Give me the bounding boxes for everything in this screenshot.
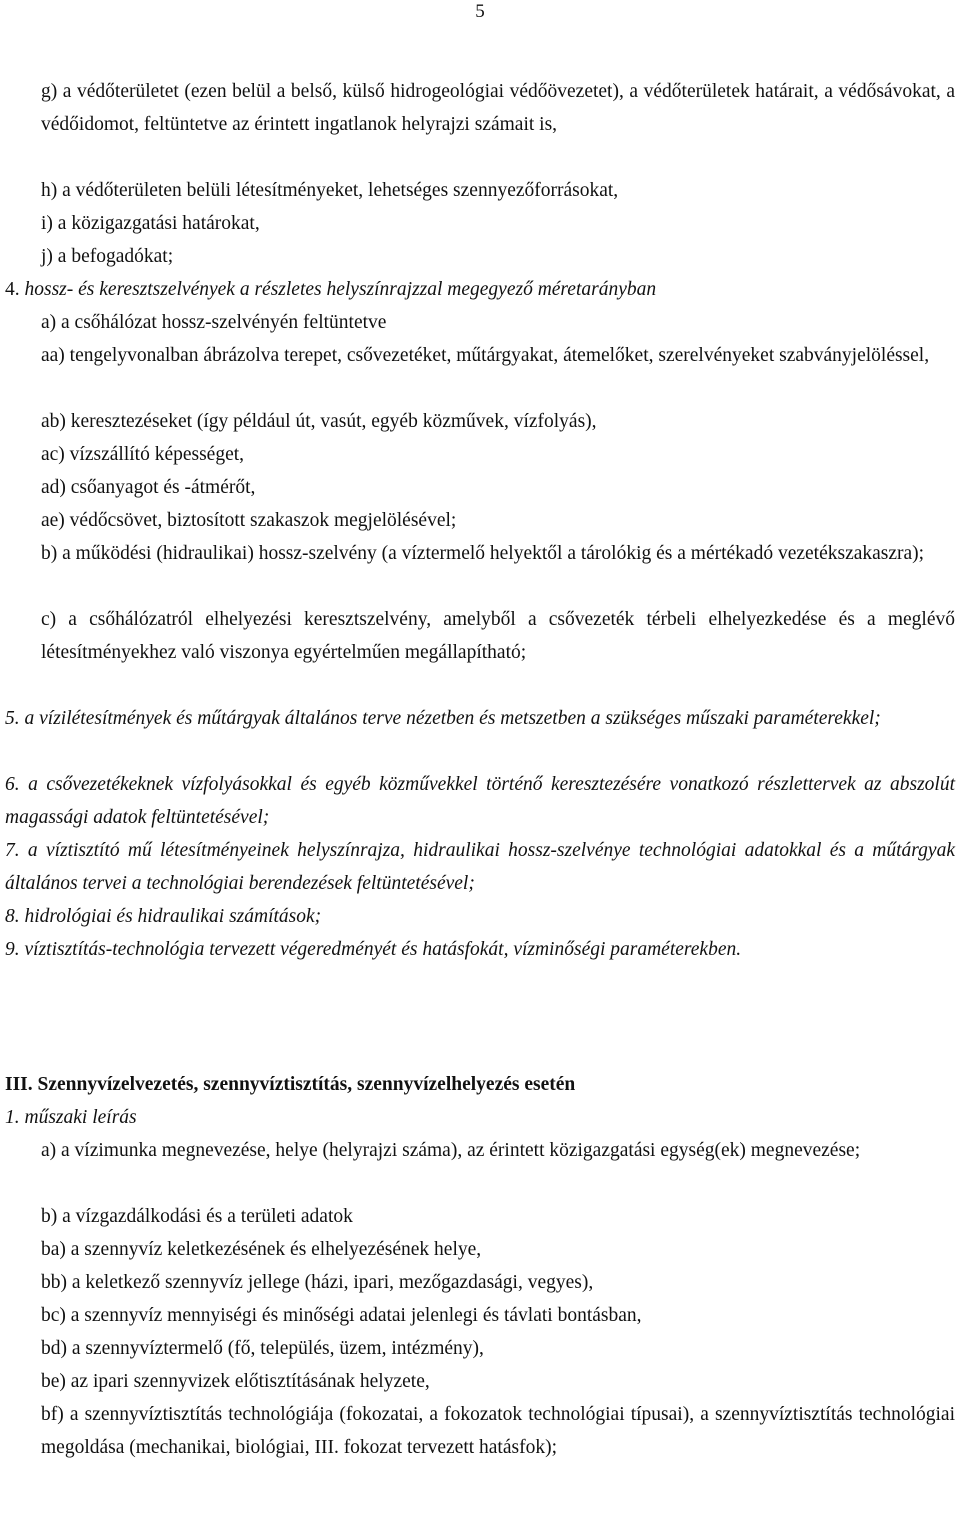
section-item-bd: bd) a szennyvíztermelő (fő, település, üzem, intézmény), [41,1338,484,1359]
section-item-a: a) a vízimunka megnevezése, helye (helyrajzi száma), az érintett közigazgatási egység(ek) megnevezése; [41,1140,861,1161]
item-6: 6. a csővezetékeknek vízfolyásokkal és egyéb közművekkel történő keresztezésére vonatkozó részlettervek az abszolút magassági adatok feltüntetésével; [5,774,955,828]
list-item-4aa: aa) tengelyvonalban ábrázolva terepet, csővezetéket, műtárgyakat, átemelőket, szerelvényeket szabványjelöléssel, [41,345,930,366]
list-item-4ac: ac) vízszállító képességet, [41,444,245,465]
item-7: 7. a víztisztító mű létesítményeinek helyszínrajza, hidraulikai hossz-szelvénye technológiai adatokkal és a műtárgyak általános tervei a technológiai berendezések feltüntetésével; [5,840,955,894]
section-item-be: be) az ipari szennyvizek előtisztításának helyzete, [41,1371,430,1392]
section-item-ba: ba) a szennyvíz keletkezésének és elhelyezésének helye, [41,1239,482,1260]
list-item-4c: c) a csőhálózatról elhelyezési keresztszelvény, amelyből a csővezeték térbeli elhelyezkedése és a meglévő létesítményekhez való viszonya egyértelműen megállapítható; [41,609,955,663]
section-item-bb: bb) a keletkező szennyvíz jellege (házi, ipari, mezőgazdasági, vegyes), [41,1272,594,1293]
list-item-g: g) a védőterületet (ezen belül a belső, külső hidrogeológiai védőövezetet), a védőterületek határait, a védősávokat, a védőidomot, feltüntetve az érintett ingatlanok helyrajzi számait is, [41,81,955,135]
item-4-number: 4. [5,279,20,300]
list-item-h: h) a védőterületen belüli létesítményeket, lehetséges szennyezőforrásokat, [41,180,619,201]
item-8: 8. hidrológiai és hidraulikai számítások; [5,906,322,927]
list-item-4a: a) a csőhálózat hossz-szelvényén feltüntetve [41,312,387,333]
section-item-bc: bc) a szennyvíz mennyiségi és minőségi adatai jelenlegi és távlati bontásban, [41,1305,642,1326]
list-item-j: j) a befogadókat; [41,246,174,267]
page-number: 5 [475,1,485,22]
item-5: 5. a vízilétesítmények és műtárgyak általános terve nézetben és metszetben a szükséges műszaki paraméterekkel; [5,708,881,729]
section-item-b: b) a vízgazdálkodási és a területi adatok [41,1206,353,1227]
list-item-4ae: ae) védőcsövet, biztosított szakaszok megjelölésével; [41,510,457,531]
item-4 [5,273,955,306]
section-heading: III. Szennyvízelvezetés, szennyvíztisztítás, szennyvízelhelyezés esetén [5,1074,576,1095]
section-item-bf: bf) a szennyvíztisztítás technológiája (fokozatai, a fokozatok technológiai típusai), a szennyvíztisztítás technológiai megoldása (mechanikai, biológiai, III. fokozat tervezett hatásfok); [41,1404,955,1458]
list-item-4b: b) a működési (hidraulikai) hossz-szelvény (a víztermelő helyektől a tárolókig és a mértékadó vezetékszakaszra); [41,543,925,564]
item-4-text: hossz- és keresztszelvények a részletes helyszínrajzzal megegyező méretarányban [24,279,657,300]
list-item-4ab: ab) keresztezéseket (így például út, vasút, egyéb közművek, vízfolyás), [41,411,597,432]
section-subheading: 1. műszaki leírás [5,1107,137,1128]
list-item-i: i) a közigazgatási határokat, [41,213,260,234]
list-item-4ad: ad) csőanyagot és -átmérőt, [41,477,256,498]
item-9: 9. víztisztítás-technológia tervezett végeredményét és hatásfokát, vízminőségi paraméterekben. [5,939,742,960]
